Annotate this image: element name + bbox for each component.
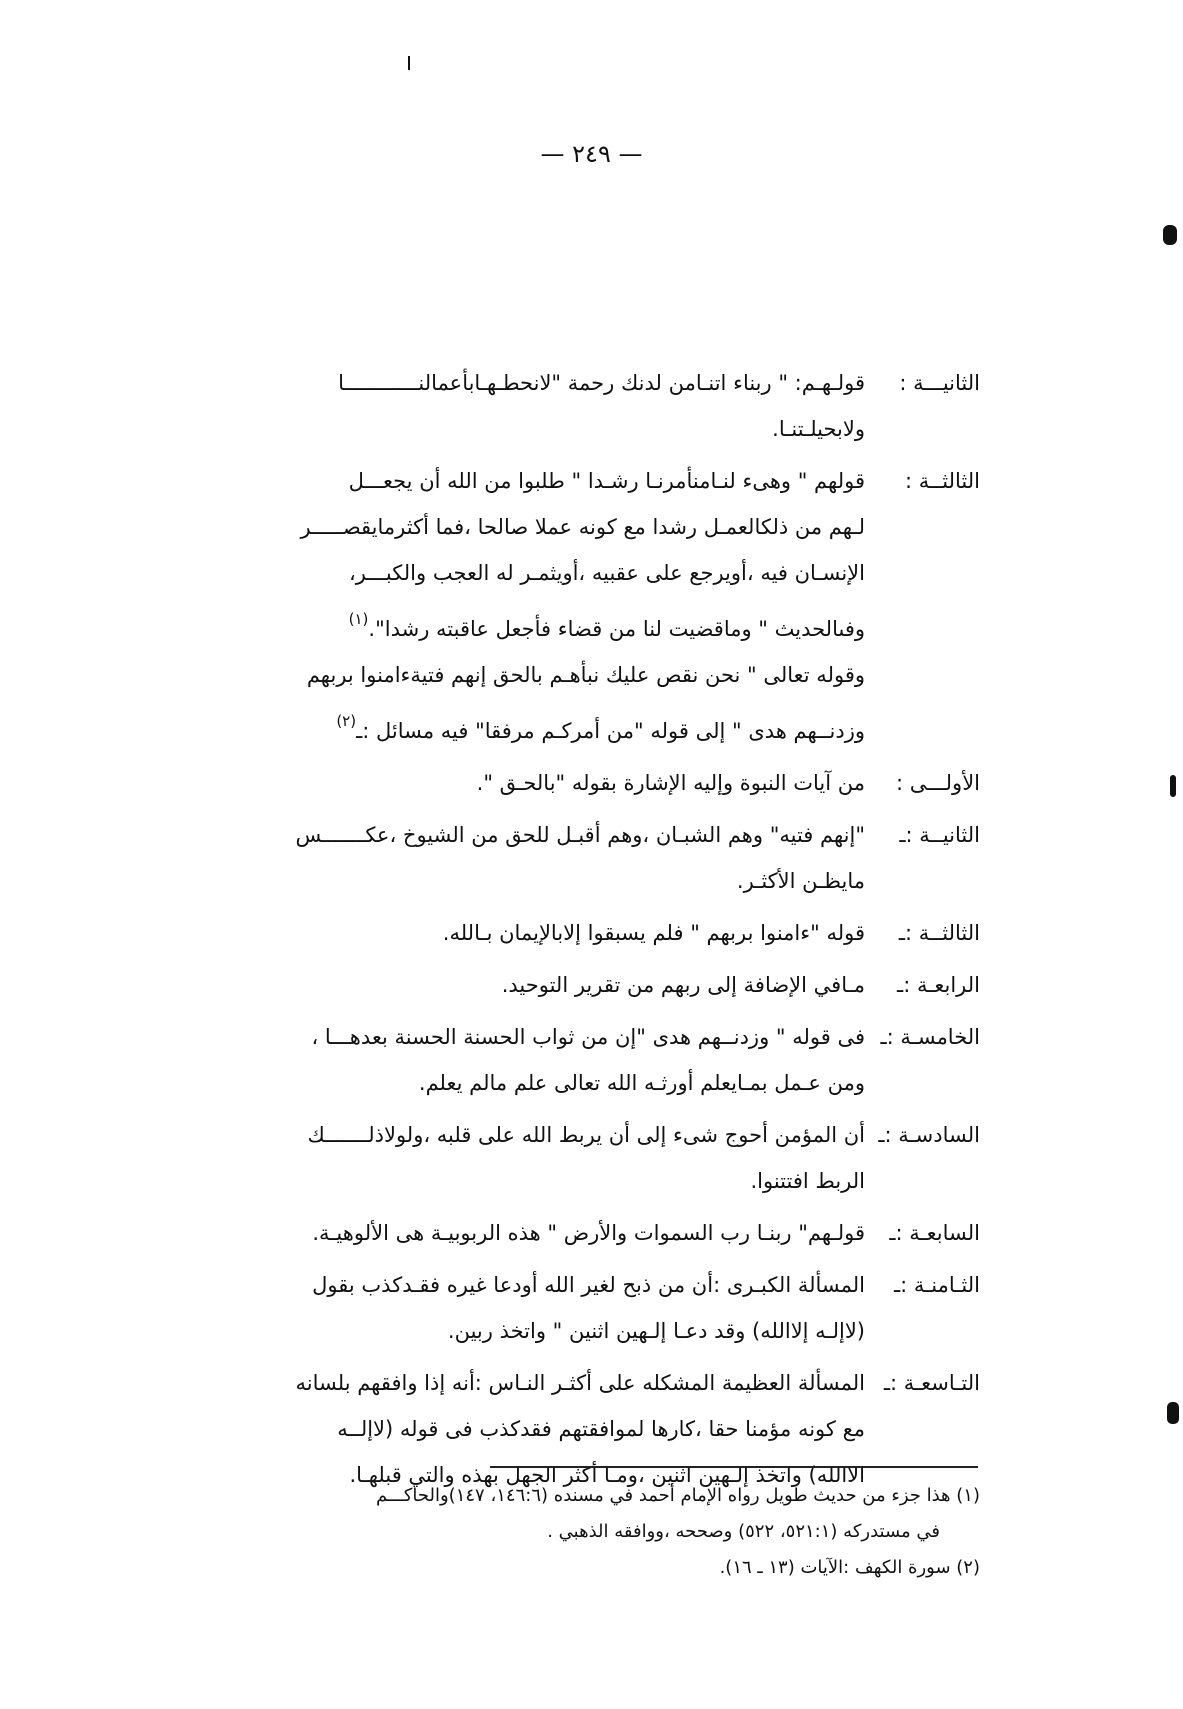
entry-label: الثالثــة :ـ [898, 921, 980, 945]
scan-mark [1163, 225, 1177, 245]
text-line: المسألة العظيمة المشكله على أكثـر النـاس :أنه إذا وافقهم بلسانه [295, 1371, 865, 1395]
scan-mark [1170, 775, 1176, 797]
text-line: من آيات النبوة وإليه الإشارة بقوله "بالحـق ". [476, 771, 865, 795]
text-line: الإنسـان فيه ،أويرجع على عقبيه ،أويثمـر له العجب والكبـــر، [349, 561, 865, 585]
text-line: الاالله) واتخذ إلـهين اثنين ،ومـا أكثر الجهل بهذه والتي قبلهـا. [349, 1463, 865, 1487]
text-line: وقوله تعالى " نحن نقص عليك نبأهـم بالحق إنهم فتيةءامنوا بربهم [306, 663, 865, 687]
main-text [100, 360, 980, 1504]
text-line: (لاإلـه إلاالله) وقد دعـا إلـهين اثنين " واتخذ ربين. [447, 1319, 865, 1343]
entry-label: الثالثــة : [904, 469, 980, 493]
text-line: قولهم " وهىء لنـامنأمرنـا رشـدا " طلبوا من الله أن يجعـــل [348, 469, 865, 493]
footnotes [115, 1478, 980, 1586]
text-line: مع كونه مؤمنا حقا ،كارها لموافقتهم فقدكذب فى قوله (لاإلــه [337, 1417, 865, 1441]
footnote-divider [490, 1466, 978, 1468]
text-line: مايظـن الأكثـر. [736, 869, 865, 893]
entry-label: الرابعـة :ـ [897, 973, 980, 997]
entry-body [100, 910, 865, 956]
entry-label: السابعـة :ـ [889, 1221, 980, 1245]
footnote-line: (١) هذا جزء من حديث طويل رواه الإمام أحمد في مسنده (١٤٦:٦، ١٤٧)والحاكـــم [376, 1485, 980, 1506]
entry-label: السادسـة :ـ [878, 1123, 980, 1147]
entry-label: الثـامنـة :ـ [893, 1273, 980, 1297]
entry-body [100, 1262, 865, 1354]
entry-body [100, 360, 865, 452]
text-line: قولـهم" ربنـا رب السموات والأرض " هذه الربوبيـة هى الألوهيـة. [312, 1221, 865, 1245]
text-line: فى قوله " وزدنــهم هدى "إن من ثواب الحسنة الحسنة بعدهـــا ، [311, 1025, 865, 1049]
entry-label: التـاسعـة :ـ [883, 1371, 980, 1395]
footnote-2 [115, 1550, 980, 1586]
text-line: المسألة الكبـرى :أن من ذبح لغير الله أودعا غيره فقـدكذب بقول [312, 1273, 865, 1297]
text-line: ومن عـمل بمـايعلم أورثـه الله تعالى علم مالم يعلم. [418, 1071, 865, 1095]
text-line [100, 596, 865, 652]
issue-fifth [100, 1014, 980, 1106]
text-line: مـافي الإضافة إلى ربهم من تقرير التوحيد. [501, 973, 865, 997]
issue-first [100, 760, 980, 806]
text-line: أن المؤمن أحوج شىء إلى أن يربط الله على قلبه ،ولولاذلـــــــك [307, 1123, 865, 1147]
text-line: الربط افتتنوا. [750, 1169, 865, 1193]
issue-seventh [100, 1210, 980, 1256]
scan-mark [1167, 1402, 1179, 1424]
text-line: قولـهـم: " ربناء اتنـامن لدنك رحمة "لانحطـهـابأعمالنــــــــــــا [338, 371, 865, 395]
text-line: ولابحيلـتنـا. [772, 417, 865, 441]
entry-body [100, 812, 865, 904]
page-number: — ٢٤٩ — [540, 140, 643, 168]
entry-body [100, 458, 865, 754]
entry-label: الخامسـة :ـ [880, 1025, 980, 1049]
issue-sixth [100, 1112, 980, 1204]
entry-third [100, 458, 980, 754]
issue-fourth [100, 962, 980, 1008]
scan-mark [408, 56, 410, 70]
entry-label: الأولـــى : [895, 771, 980, 795]
issue-third [100, 910, 980, 956]
issue-eighth [100, 1262, 980, 1354]
text-line: "إنهم فتيه" وهم الشبـان ،وهم أقبـل للحق من الشيوخ ،عكـــــــس [295, 823, 865, 847]
text-fragment: وفىالحديث " وماقضيت لنا من قضاء فأجعل عاقبته رشدا". [368, 617, 865, 641]
footnote-marker: (٢) [336, 712, 357, 730]
issue-second [100, 812, 980, 904]
entry-body [100, 760, 865, 806]
footnote-line: في مستدركه (٥٢١:١، ٥٢٢) وصححه ،ووافقه الذهبي . [547, 1521, 940, 1542]
footnote-marker: (١) [348, 610, 369, 628]
text-line [100, 698, 865, 754]
entry-label: الثانيــة :ـ [899, 823, 980, 847]
text-line: قوله "ءامنوا بربهم " فلم يسبقوا إلابالإيمان بـالله. [442, 921, 865, 945]
footnote-1 [115, 1478, 980, 1550]
text-line: لـهم من ذلكالعمـل رشدا مع كونه عملا صالحا ،فما أكثرمايقصـــــر [300, 515, 865, 539]
entry-second [100, 360, 980, 452]
entry-body [100, 1014, 865, 1106]
text-fragment: وزدنــهم هدى " إلى قوله "من أمركـم مرفقا" فيه مسائل :ـ [356, 719, 865, 743]
footnote-line: (٢) سورة الكهف :الآيات (١٣ ـ ١٦). [719, 1557, 980, 1578]
entry-body [100, 962, 865, 1008]
entry-body [100, 1112, 865, 1204]
entry-body [100, 1210, 865, 1256]
entry-label: الثانيـــة : [899, 371, 980, 395]
